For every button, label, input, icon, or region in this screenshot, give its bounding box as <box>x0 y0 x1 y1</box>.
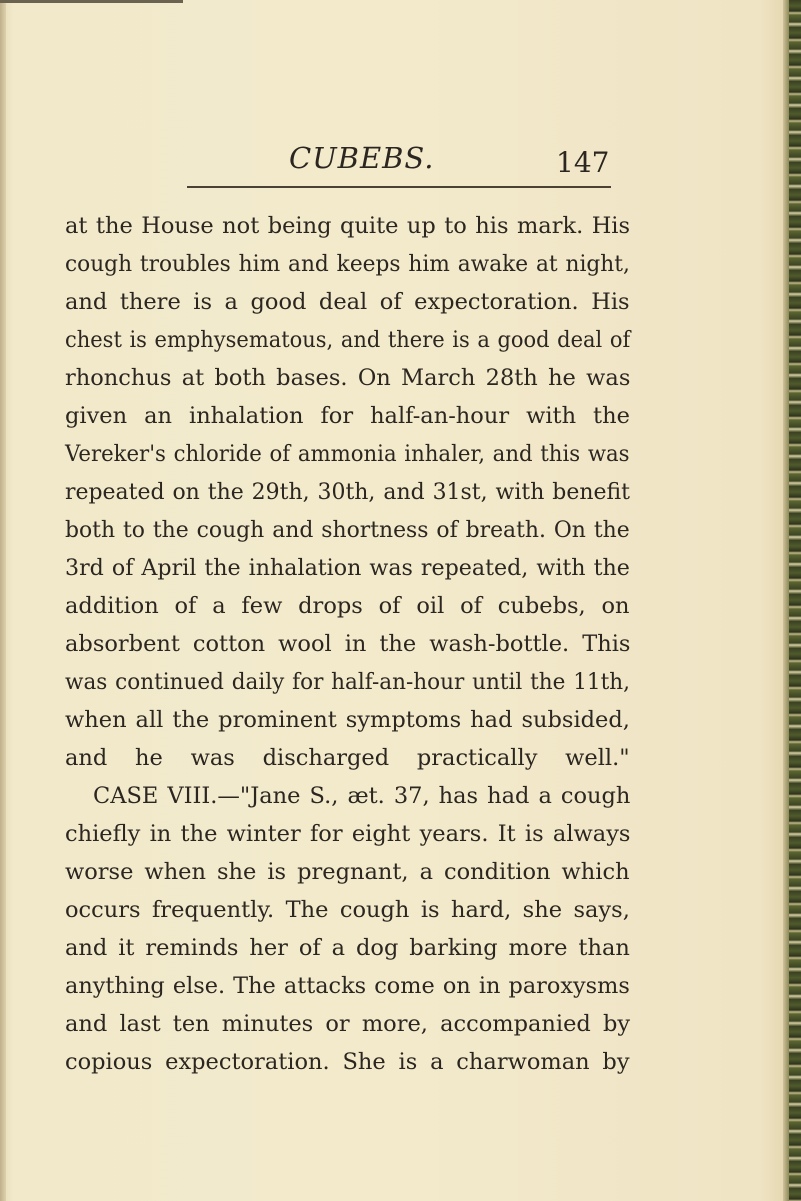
text-line: and he was discharged practically well." <box>65 745 630 771</box>
text-line: CASE VIII.—"Jane S., æt. 37, has had a cough <box>93 783 631 809</box>
body-text <box>57 206 637 1075</box>
text-line: copious expectoration. She is a charwoman by <box>65 1049 630 1075</box>
header-rule <box>187 186 611 188</box>
text-line: and it reminds her of a dog barking more than <box>65 935 630 961</box>
text-line: chest is emphysematous, and there is a good deal of <box>65 327 631 353</box>
text-line: and last ten minutes or more, accompanied by <box>65 1011 631 1037</box>
running-title: CUBEBS. <box>289 141 435 175</box>
text-line: given an inhalation for half-an-hour with the <box>65 403 630 429</box>
text-line: anything else. The attacks come on in paroxysms <box>65 973 630 999</box>
text-line: at the House not being quite up to his mark. His <box>65 213 631 239</box>
text-line: both to the cough and shortness of breath. On the <box>65 517 630 543</box>
text-line: when all the prominent symptoms had subsided, <box>65 707 630 733</box>
text-line: absorbent cotton wool in the wash-bottle. This <box>65 631 631 657</box>
text-line: chiefly in the winter for eight years. It is always <box>65 821 631 847</box>
text-line: cough troubles him and keeps him awake at night, <box>65 251 630 277</box>
page-left-edge <box>0 0 6 1201</box>
text-line: Vereker's chloride of ammonia inhaler, and this was <box>65 441 630 467</box>
text-line: worse when she is pregnant, a condition which <box>65 859 630 885</box>
text-line: addition of a few drops of oil of cubebs, on <box>65 593 630 619</box>
text-line: was continued daily for half-an-hour until the 11th, <box>65 669 631 695</box>
text-line: rhonchus at both bases. On March 28th he was <box>65 365 631 391</box>
text-line: 3rd of April the inhalation was repeated, with the <box>65 555 630 581</box>
adjacent-book-spine <box>783 0 801 1201</box>
text-line: occurs frequently. The cough is hard, she says, <box>65 897 630 923</box>
text-line: repeated on the 29th, 30th, and 31st, with benefit <box>65 479 630 505</box>
top-edge-line <box>0 0 183 3</box>
text-line: and there is a good deal of expectoration. His <box>65 289 630 315</box>
page-number: 147 <box>556 146 610 179</box>
